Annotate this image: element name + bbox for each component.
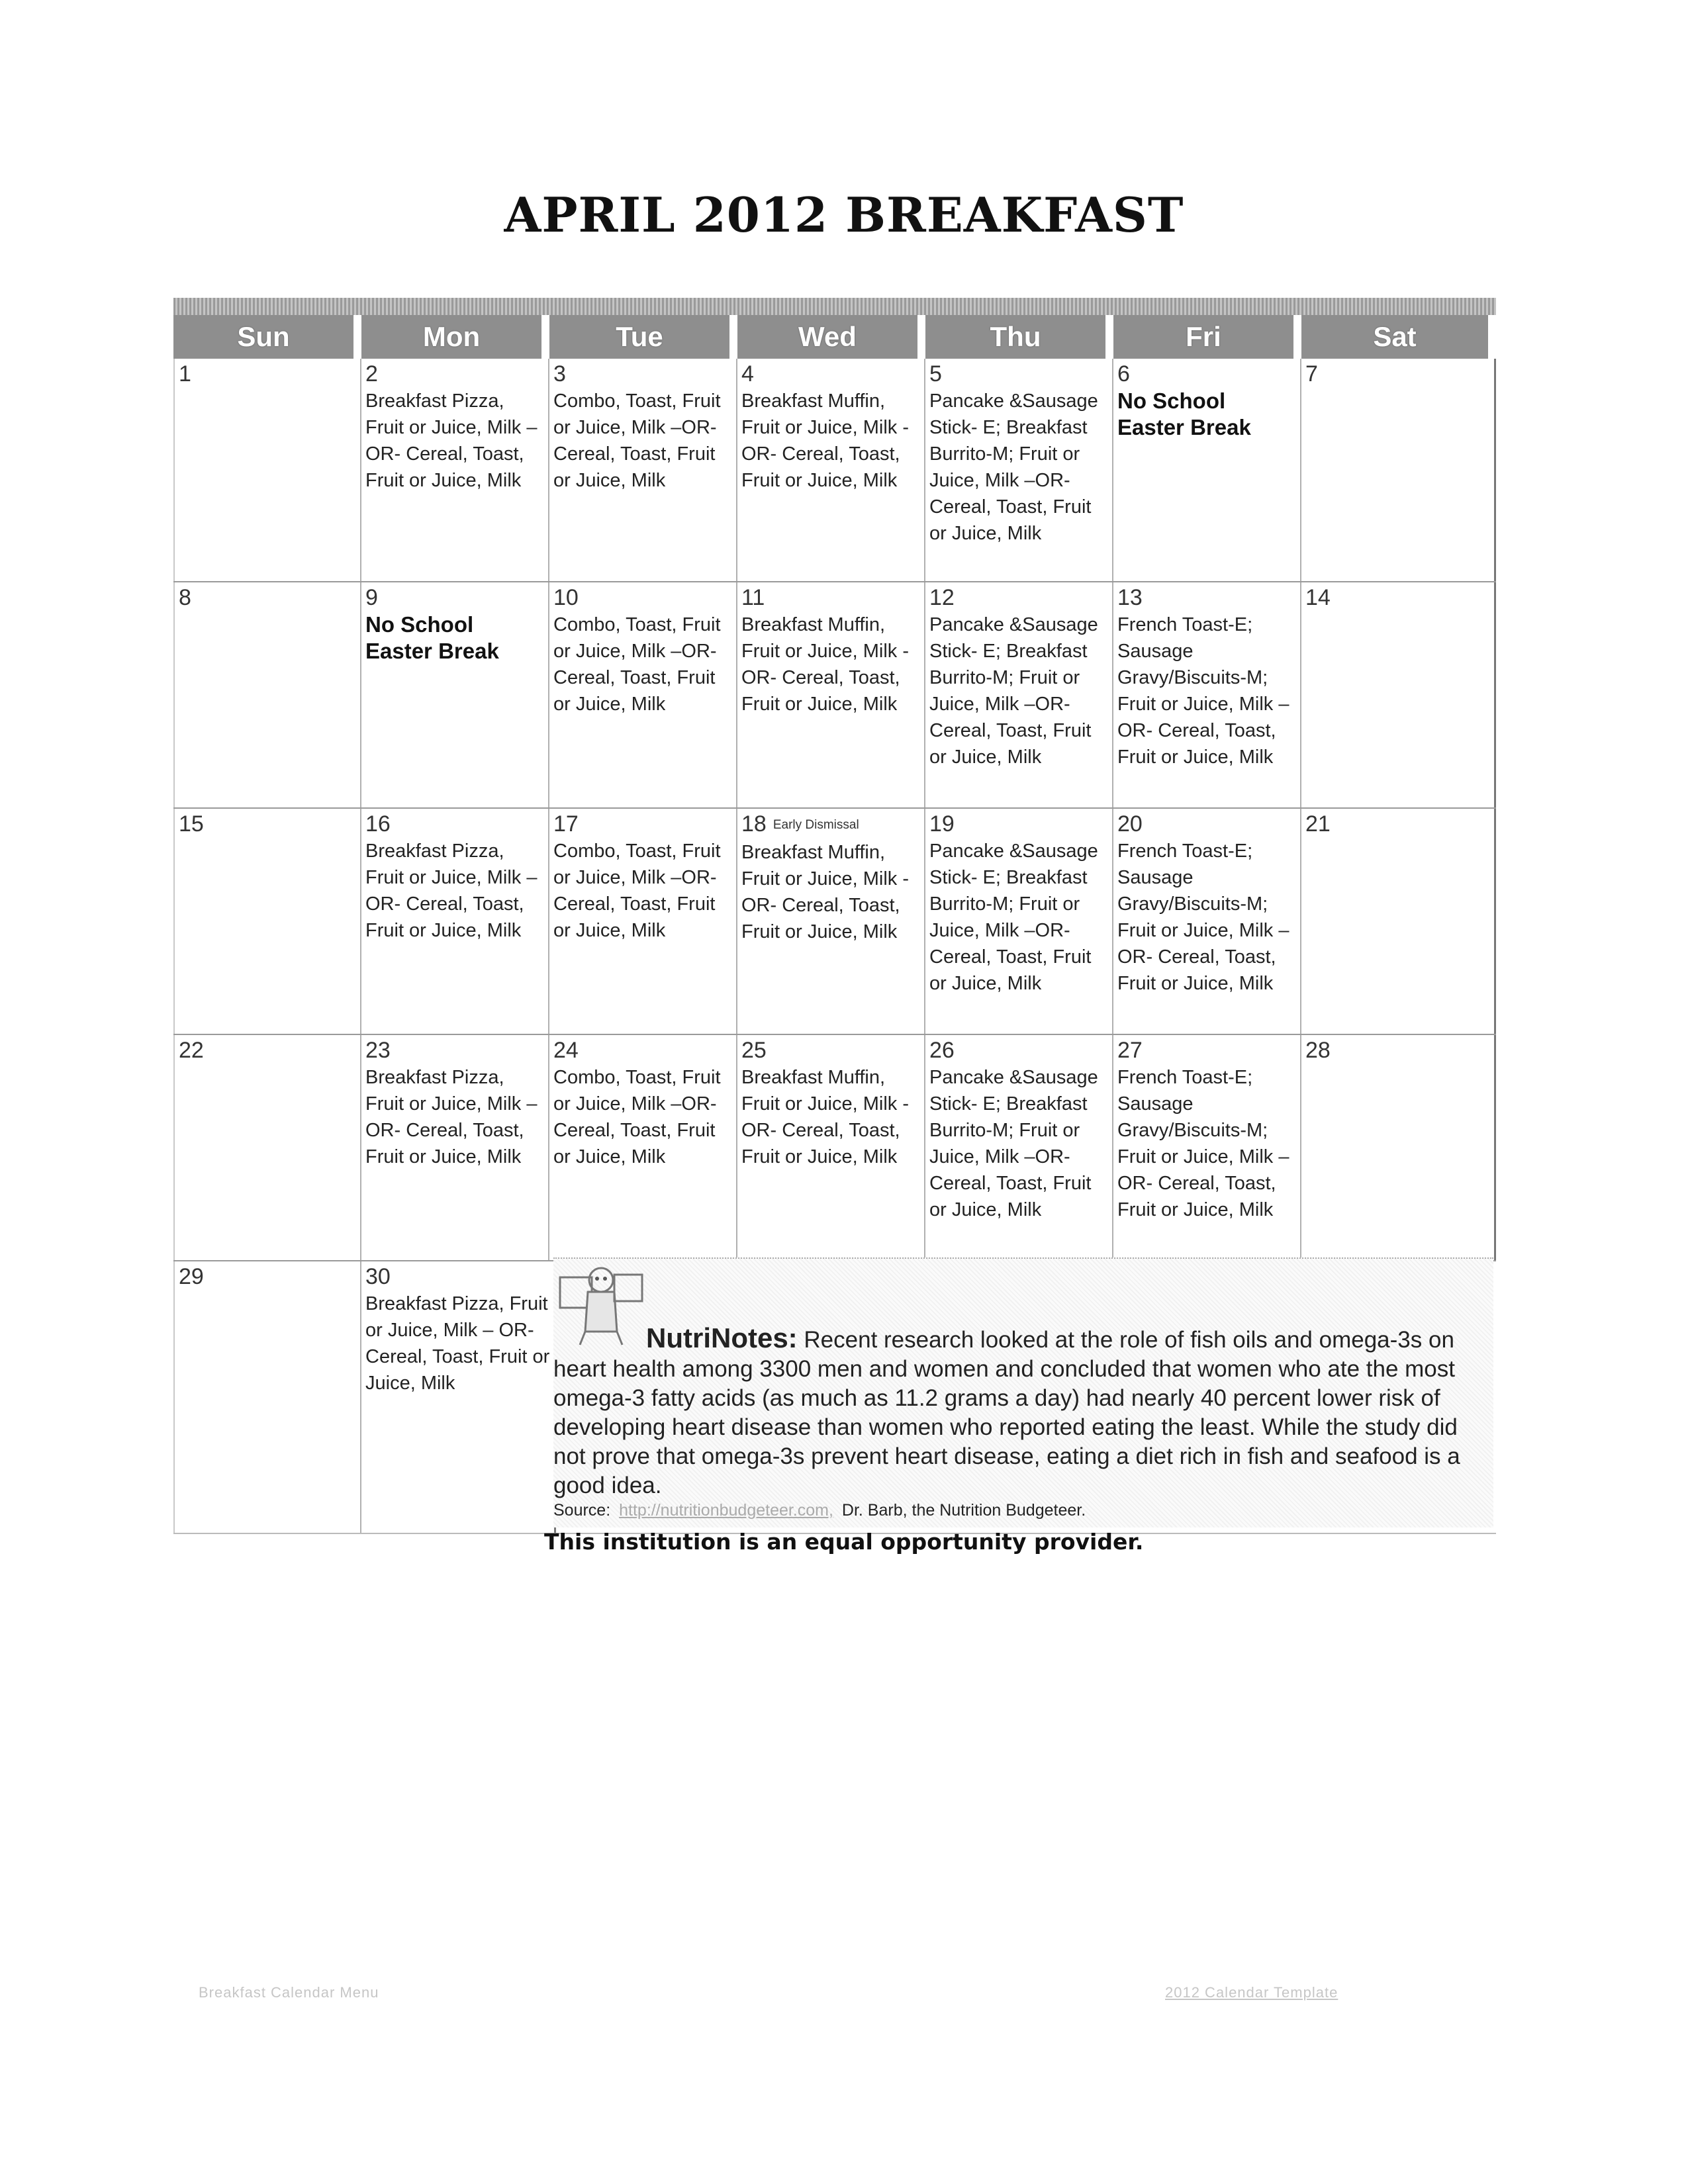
day-cell [361, 809, 549, 1034]
menu-text: Pancake &Sausage Stick- E; Breakfast Burrito-M; Fruit or Juice, Milk –OR- Cereal, Toast, Fruit or Juice, Milk [929, 1067, 1098, 1220]
day-number: 9 [365, 585, 378, 610]
day-cell [361, 582, 549, 807]
day-cell [361, 1035, 549, 1260]
day-cell [361, 1261, 556, 1533]
menu-text: Combo, Toast, Fruit or Juice, Milk –OR- Cereal, Toast, Fruit or Juice, Milk [553, 390, 721, 491]
weekday-header [173, 315, 1496, 359]
day-number-wrap [741, 810, 921, 839]
menu-text: Breakfast Pizza, Fruit or Juice, Milk – OR- Cereal, Toast, Fruit or Juice, Milk [365, 1293, 550, 1394]
menu-text: Pancake &Sausage Stick- E; Breakfast Burrito-M; Fruit or Juice, Milk –OR- Cereal, Toast, Fruit or Juice, Milk [929, 841, 1098, 994]
day-cell [549, 1035, 737, 1260]
no-school-notice: No School Easter Break [1117, 388, 1251, 439]
day-number: 11 [741, 585, 765, 610]
day-cell [1113, 809, 1301, 1034]
weekday-tue: Tue [549, 315, 729, 359]
weekday-sun: Sun [173, 315, 353, 359]
nutrinotes-box [553, 1257, 1493, 1527]
day-cell [737, 359, 925, 581]
menu-text: Breakfast Muffin, Fruit or Juice, Milk -OR- Cereal, Toast, Fruit or Juice, Milk [741, 614, 909, 715]
menu-text: Breakfast Pizza, Fruit or Juice, Milk – OR- Cereal, Toast, Fruit or Juice, Milk [365, 1067, 538, 1167]
menu-text: Breakfast Pizza, Fruit or Juice, Milk – OR- Cereal, Toast, Fruit or Juice, Milk [365, 390, 538, 491]
weekday-mon: Mon [361, 315, 541, 359]
day-cell [173, 1261, 361, 1533]
faint-footer-left: Breakfast Calendar Menu [199, 1984, 379, 2001]
day-cell [925, 359, 1113, 581]
nutrinotes-label: NutriNotes: [646, 1322, 798, 1353]
day-number: 12 [929, 585, 955, 610]
menu-text: Pancake &Sausage Stick- E; Breakfast Burrito-M; Fruit or Juice, Milk –OR- Cereal, Toast, Fruit or Juice, Milk [929, 390, 1098, 544]
day-cell [173, 809, 361, 1034]
day-cell [1113, 1035, 1301, 1260]
day-number: 13 [1117, 585, 1143, 610]
menu-text: French Toast-E; Sausage Gravy/Biscuits-M; Fruit or Juice, Milk – OR- Cereal, Toast, Fruit or Juice, Milk [1117, 1067, 1289, 1220]
page-title: APRIL 2012 BREAKFAST [504, 187, 1184, 243]
day-number: 10 [553, 585, 579, 610]
day-number: 19 [929, 811, 955, 837]
menu-text: Pancake &Sausage Stick- E; Breakfast Burrito-M; Fruit or Juice, Milk –OR- Cereal, Toast, Fruit or Juice, Milk [929, 614, 1098, 768]
menu-text: Breakfast Pizza, Fruit or Juice, Milk – OR- Cereal, Toast, Fruit or Juice, Milk [365, 841, 538, 941]
day-number: 23 [365, 1038, 391, 1063]
menu-text: French Toast-E; Sausage Gravy/Biscuits-M; Fruit or Juice, Milk – OR- Cereal, Toast, Fruit or Juice, Milk [1117, 841, 1289, 994]
day-number: 2 [365, 361, 378, 387]
weekday-wed: Wed [737, 315, 917, 359]
faint-footer-right: 2012 Calendar Template [1165, 1984, 1338, 2001]
day-cell [549, 809, 737, 1034]
day-cell [173, 359, 361, 581]
day-number: 1 [179, 361, 191, 387]
day-cell [549, 582, 737, 807]
no-school-notice: No School Easter Break [365, 612, 499, 663]
day-number: 17 [553, 811, 579, 837]
day-cell [737, 1035, 925, 1260]
day-number: 28 [1305, 1038, 1331, 1063]
week-row [173, 582, 1496, 809]
day-number: 14 [1305, 585, 1331, 610]
week-row [173, 359, 1496, 582]
nutrinotes-text: Recent research looked at the role of fish oils and omega-3s on heart health among 3300 men and women and concluded that women who ate the most omega-3 fatty acids (as much as 11.2 grams a day) had nearly 40 percent lower risk of developing heart disease than women who reported eating the least. While the study did not prove that omega-3s prevent heart disease, eating a diet rich in fish and seafood is a good idea. [553, 1327, 1460, 1498]
day-cell [361, 359, 549, 581]
day-cell [173, 1035, 361, 1260]
day-number: 24 [553, 1038, 579, 1063]
day-cell [737, 582, 925, 807]
day-number: 25 [741, 1038, 767, 1063]
day-number: 5 [929, 361, 942, 387]
menu-text: French Toast-E; Sausage Gravy/Biscuits-M; Fruit or Juice, Milk – OR- Cereal, Toast, Fruit or Juice, Milk [1117, 614, 1289, 768]
source-link[interactable]: http://nutritionbudgeteer.com, [619, 1501, 833, 1520]
weekday-fri: Fri [1113, 315, 1293, 359]
early-dismissal-note: Early Dismissal [773, 818, 859, 833]
day-cell [1301, 809, 1496, 1034]
day-number: 15 [179, 811, 204, 837]
day-number: 30 [365, 1264, 391, 1289]
menu-text: Breakfast Muffin, Fruit or Juice, Milk -OR- Cereal, Toast, Fruit or Juice, Milk [741, 1067, 909, 1167]
equal-opportunity-statement: This institution is an equal opportunity provider. [544, 1529, 1144, 1555]
day-cell [1301, 1035, 1496, 1260]
day-cell [173, 582, 361, 807]
day-cell [1113, 359, 1301, 581]
menu-text: Breakfast Muffin, Fruit or Juice, Milk -OR- Cereal, Toast, Fruit or Juice, Milk [741, 842, 909, 943]
day-number: 18 [741, 811, 767, 837]
day-cell [1113, 582, 1301, 807]
weekday-thu: Thu [925, 315, 1105, 359]
day-cell [1301, 359, 1496, 581]
nutrinotes-paragraph [553, 1324, 1480, 1500]
week-row [173, 1035, 1496, 1261]
day-number: 6 [1117, 361, 1130, 387]
day-cell [925, 1035, 1113, 1260]
week-row [173, 809, 1496, 1035]
menu-text: Combo, Toast, Fruit or Juice, Milk –OR- Cereal, Toast, Fruit or Juice, Milk [553, 841, 721, 941]
menu-text: Combo, Toast, Fruit or Juice, Milk –OR- Cereal, Toast, Fruit or Juice, Milk [553, 614, 721, 715]
day-number: 3 [553, 361, 566, 387]
calendar-top-bar [173, 298, 1496, 315]
day-number: 27 [1117, 1038, 1143, 1063]
day-cell [549, 359, 737, 581]
day-number: 26 [929, 1038, 955, 1063]
day-number: 22 [179, 1038, 204, 1063]
source-label: Source: [553, 1501, 611, 1520]
weekday-sat: Sat [1301, 315, 1488, 359]
day-number: 21 [1305, 811, 1331, 837]
day-number: 8 [179, 585, 191, 610]
day-cell [925, 582, 1113, 807]
day-cell [925, 809, 1113, 1034]
menu-text: Breakfast Muffin, Fruit or Juice, Milk -OR- Cereal, Toast, Fruit or Juice, Milk [741, 390, 909, 491]
source-credit: Dr. Barb, the Nutrition Budgeteer. [841, 1501, 1086, 1520]
day-cell [1301, 582, 1496, 807]
day-number: 4 [741, 361, 754, 387]
source-line [553, 1501, 1086, 1520]
day-cell [737, 809, 925, 1034]
menu-text: Combo, Toast, Fruit or Juice, Milk –OR- Cereal, Toast, Fruit or Juice, Milk [553, 1067, 721, 1167]
day-number: 29 [179, 1264, 204, 1289]
day-number: 16 [365, 811, 391, 837]
day-number: 7 [1305, 361, 1318, 387]
day-number: 20 [1117, 811, 1143, 837]
